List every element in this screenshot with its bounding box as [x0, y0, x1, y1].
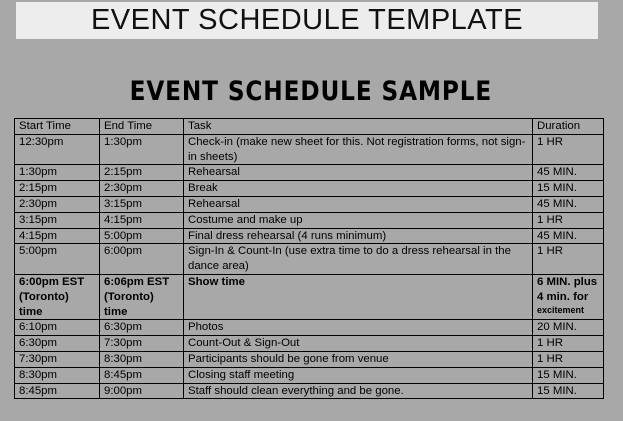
cell-task: Rehearsal — [184, 165, 533, 181]
cell-start-time: 6:30pm — [15, 336, 100, 352]
cell-start-time: 2:30pm — [15, 196, 100, 212]
table-row — [15, 212, 604, 228]
table-row — [15, 336, 604, 352]
header-start-time: Start Time — [15, 119, 100, 135]
cell-duration: 15 MIN. — [533, 181, 604, 197]
cell-task: Rehearsal — [184, 196, 533, 212]
table-row — [15, 383, 604, 399]
cell-duration: 45 MIN. — [533, 196, 604, 212]
cell-end-time: 3:15pm — [100, 196, 184, 212]
cell-end-time: 8:30pm — [100, 351, 184, 367]
cell-end-time: 6:06pm EST (Toronto) time — [100, 274, 184, 319]
cell-duration: 1 HR — [533, 244, 604, 275]
header-duration: Duration — [533, 119, 604, 135]
cell-duration: 20 MIN. — [533, 320, 604, 336]
cell-end-time: 5:00pm — [100, 228, 184, 244]
cell-task: Participants should be gone from venue — [184, 351, 533, 367]
header-task: Task — [184, 119, 533, 135]
cell-task: Staff should clean everything and be gone. — [184, 383, 533, 399]
table-row — [15, 367, 604, 383]
cell-task: Final dress rehearsal (4 runs minimum) — [184, 228, 533, 244]
schedule-rows — [15, 134, 604, 399]
cell-duration: 15 MIN. — [533, 367, 604, 383]
cell-end-time: 6:30pm — [100, 320, 184, 336]
cell-end-time: 9:00pm — [100, 383, 184, 399]
cell-start-time: 7:30pm — [15, 351, 100, 367]
cell-start-time: 12:30pm — [15, 134, 100, 165]
cell-start-time: 4:15pm — [15, 228, 100, 244]
table-row — [15, 351, 604, 367]
table-row — [15, 274, 604, 319]
header-end-time: End Time — [100, 119, 184, 135]
cell-duration — [533, 274, 604, 319]
cell-duration: 1 HR — [533, 351, 604, 367]
cell-start-time: 5:00pm — [15, 244, 100, 275]
table-row — [15, 181, 604, 197]
cell-duration: 1 HR — [533, 336, 604, 352]
cell-end-time: 8:45pm — [100, 367, 184, 383]
schedule-subtitle: EVENT SCHEDULE SAMPLE — [129, 76, 493, 107]
duration-note: excitement — [537, 304, 585, 315]
cell-end-time: 6:00pm — [100, 244, 184, 275]
cell-task: Sign-In & Count-In (use extra time to do a dress rehearsal in the dance area) — [184, 244, 533, 275]
duration-text: 6 MIN. plus 4 min. for — [537, 275, 598, 303]
cell-start-time: 8:45pm — [15, 383, 100, 399]
cell-task: Photos — [184, 320, 533, 336]
table-row — [15, 134, 604, 165]
cell-start-time: 2:15pm — [15, 181, 100, 197]
cell-duration: 15 MIN. — [533, 383, 604, 399]
schedule-table — [14, 118, 604, 399]
cell-end-time: 1:30pm — [100, 134, 184, 165]
cell-duration: 45 MIN. — [533, 228, 604, 244]
table-row — [15, 228, 604, 244]
banner-title: EVENT SCHEDULE TEMPLATE — [16, 2, 598, 39]
cell-duration: 1 HR — [533, 212, 604, 228]
table-row — [15, 320, 604, 336]
cell-start-time: 8:30pm — [15, 367, 100, 383]
header-row — [15, 119, 604, 135]
cell-end-time: 4:15pm — [100, 212, 184, 228]
cell-task: Check-in (make new sheet for this. Not registration forms, not sign-in sheets) — [184, 134, 533, 165]
cell-start-time: 6:00pm EST (Toronto) time — [15, 274, 100, 319]
table-row — [15, 244, 604, 275]
cell-task: Costume and make up — [184, 212, 533, 228]
cell-task: Count-Out & Sign-Out — [184, 336, 533, 352]
cell-start-time: 3:15pm — [15, 212, 100, 228]
cell-end-time: 2:15pm — [100, 165, 184, 181]
cell-task: Break — [184, 181, 533, 197]
cell-task: Closing staff meeting — [184, 367, 533, 383]
table-row — [15, 196, 604, 212]
cell-start-time: 1:30pm — [15, 165, 100, 181]
cell-end-time: 2:30pm — [100, 181, 184, 197]
cell-duration: 45 MIN. — [533, 165, 604, 181]
cell-duration: 1 HR — [533, 134, 604, 165]
cell-start-time: 6:10pm — [15, 320, 100, 336]
cell-end-time: 7:30pm — [100, 336, 184, 352]
cell-task: Show time — [184, 274, 533, 319]
table-row — [15, 165, 604, 181]
